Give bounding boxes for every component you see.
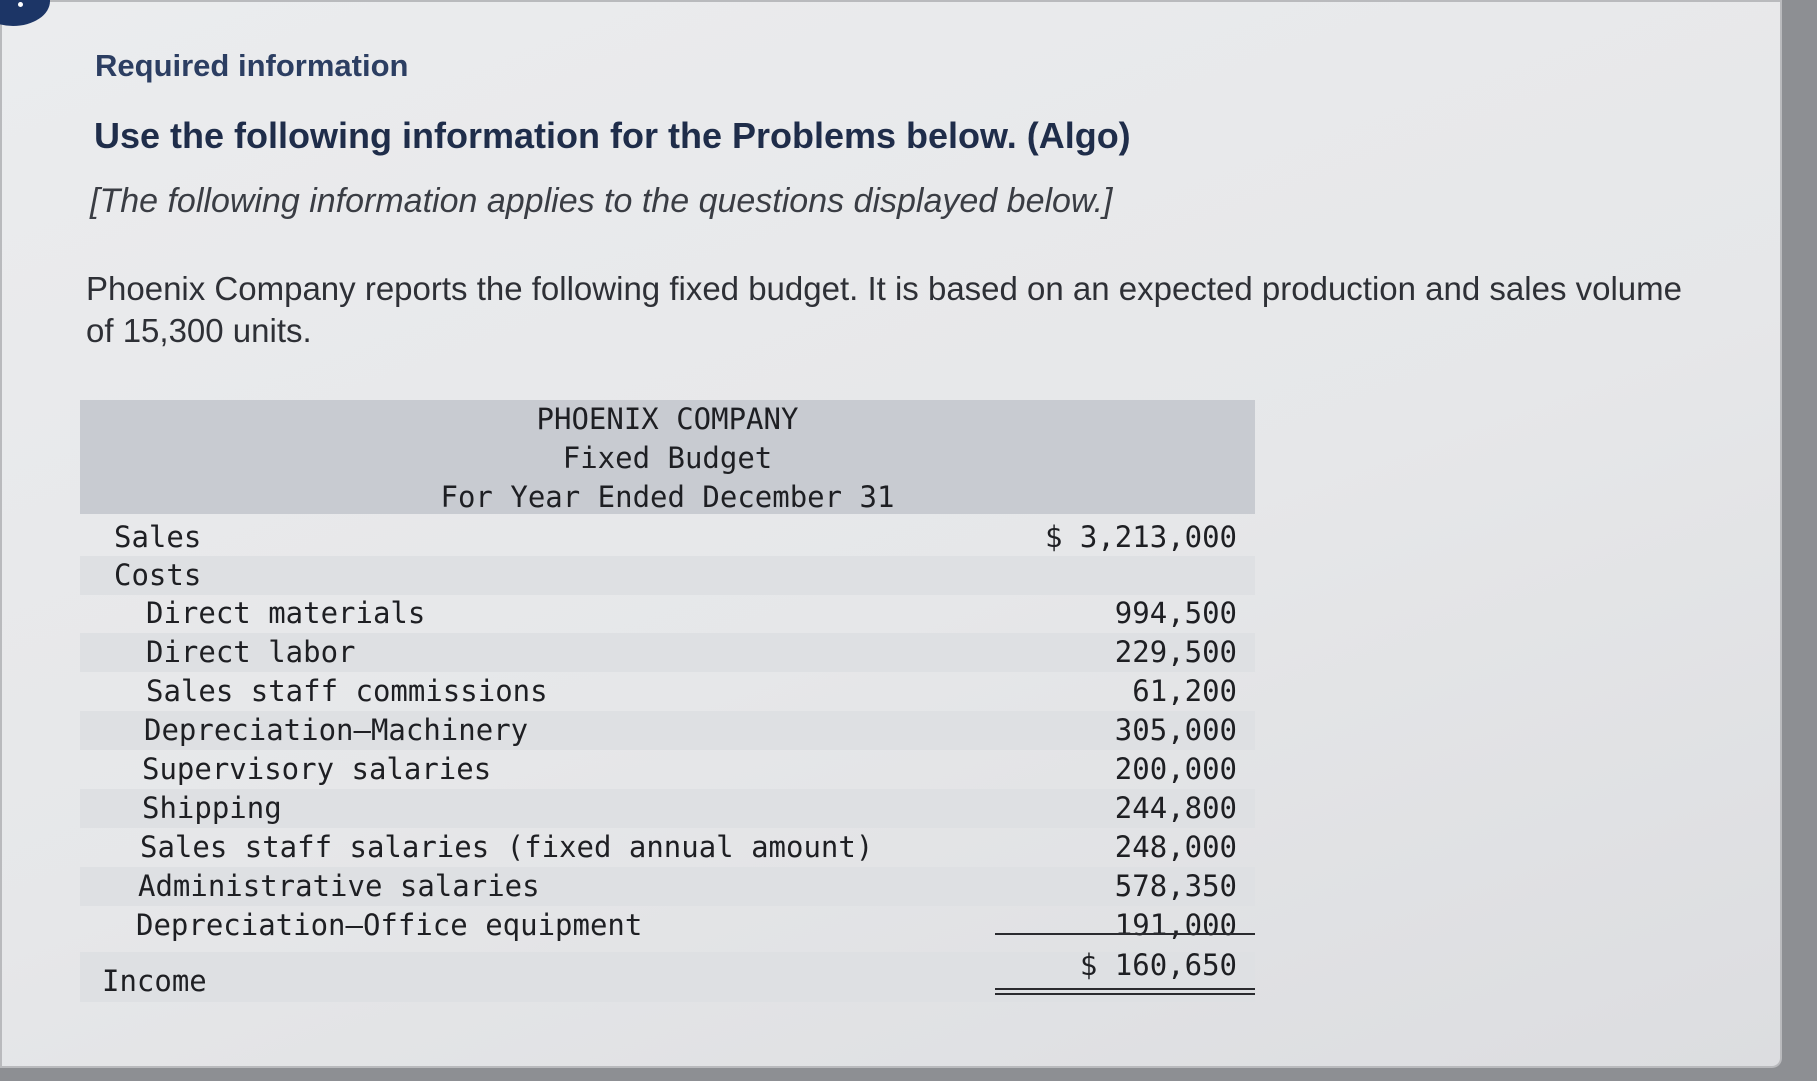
cost-label: Depreciation—Office equipment [136, 908, 643, 942]
sales-label: Sales [114, 520, 202, 554]
cost-amount: 229,500 [1114, 635, 1237, 669]
cost-row [80, 594, 1255, 633]
cost-row [80, 906, 1255, 945]
cost-amount: 61,200 [1132, 674, 1237, 708]
cost-label: Administrative salaries [138, 869, 540, 903]
cost-amount: 248,000 [1114, 830, 1237, 864]
total-double-rule [995, 988, 1255, 995]
cost-amount: 994,500 [1114, 596, 1237, 630]
budget-header [80, 400, 1255, 514]
cost-label: Supervisory salaries [142, 752, 492, 786]
subtotal-rule [995, 933, 1255, 935]
cost-label: Direct labor [146, 635, 356, 669]
cost-label: Sales staff salaries (fixed annual amount) [140, 830, 874, 864]
intro-text: Phoenix Company reports the following fixed budget. It is based on an expected production and sales volume of 15,300 units. [86, 270, 1682, 349]
applies-note: [The following information applies to the questions displayed below.] [90, 182, 1113, 220]
cost-label: Shipping [142, 791, 282, 825]
cost-label: Sales staff commissions [146, 674, 548, 708]
cost-amount: 244,800 [1114, 791, 1237, 825]
problem-heading: Use the following information for the Problems below. (Algo) [94, 115, 1131, 156]
cost-row [80, 828, 1255, 867]
required-info-label: Required information [95, 48, 409, 83]
cost-row [80, 711, 1255, 750]
cost-label: Direct materials [146, 596, 426, 630]
cost-amount: 578,350 [1114, 869, 1237, 903]
costs-label: Costs [114, 558, 202, 592]
cost-row [80, 633, 1255, 672]
company-name: PHOENIX COMPANY [536, 402, 799, 436]
cost-row [80, 672, 1255, 711]
sales-amount: $ 3,213,000 [1044, 520, 1237, 554]
income-amount: $ 160,650 [1079, 948, 1237, 982]
badge-dot [18, 2, 23, 7]
cost-row [80, 789, 1255, 828]
cost-amount: 191,000 [1114, 908, 1237, 942]
sales-row [80, 518, 1255, 557]
budget-period: For Year Ended December 31 [440, 480, 895, 514]
fixed-budget-table [80, 400, 1255, 1012]
cost-row [80, 867, 1255, 906]
cost-row [80, 750, 1255, 789]
income-label: Income [102, 964, 207, 998]
cost-amount: 200,000 [1114, 752, 1237, 786]
budget-title: Fixed Budget [562, 441, 773, 475]
costs-row [80, 556, 1255, 595]
corner-badge[interactable] [0, 0, 50, 26]
cost-amount: 305,000 [1114, 713, 1237, 747]
cost-label: Depreciation—Machinery [144, 713, 529, 747]
